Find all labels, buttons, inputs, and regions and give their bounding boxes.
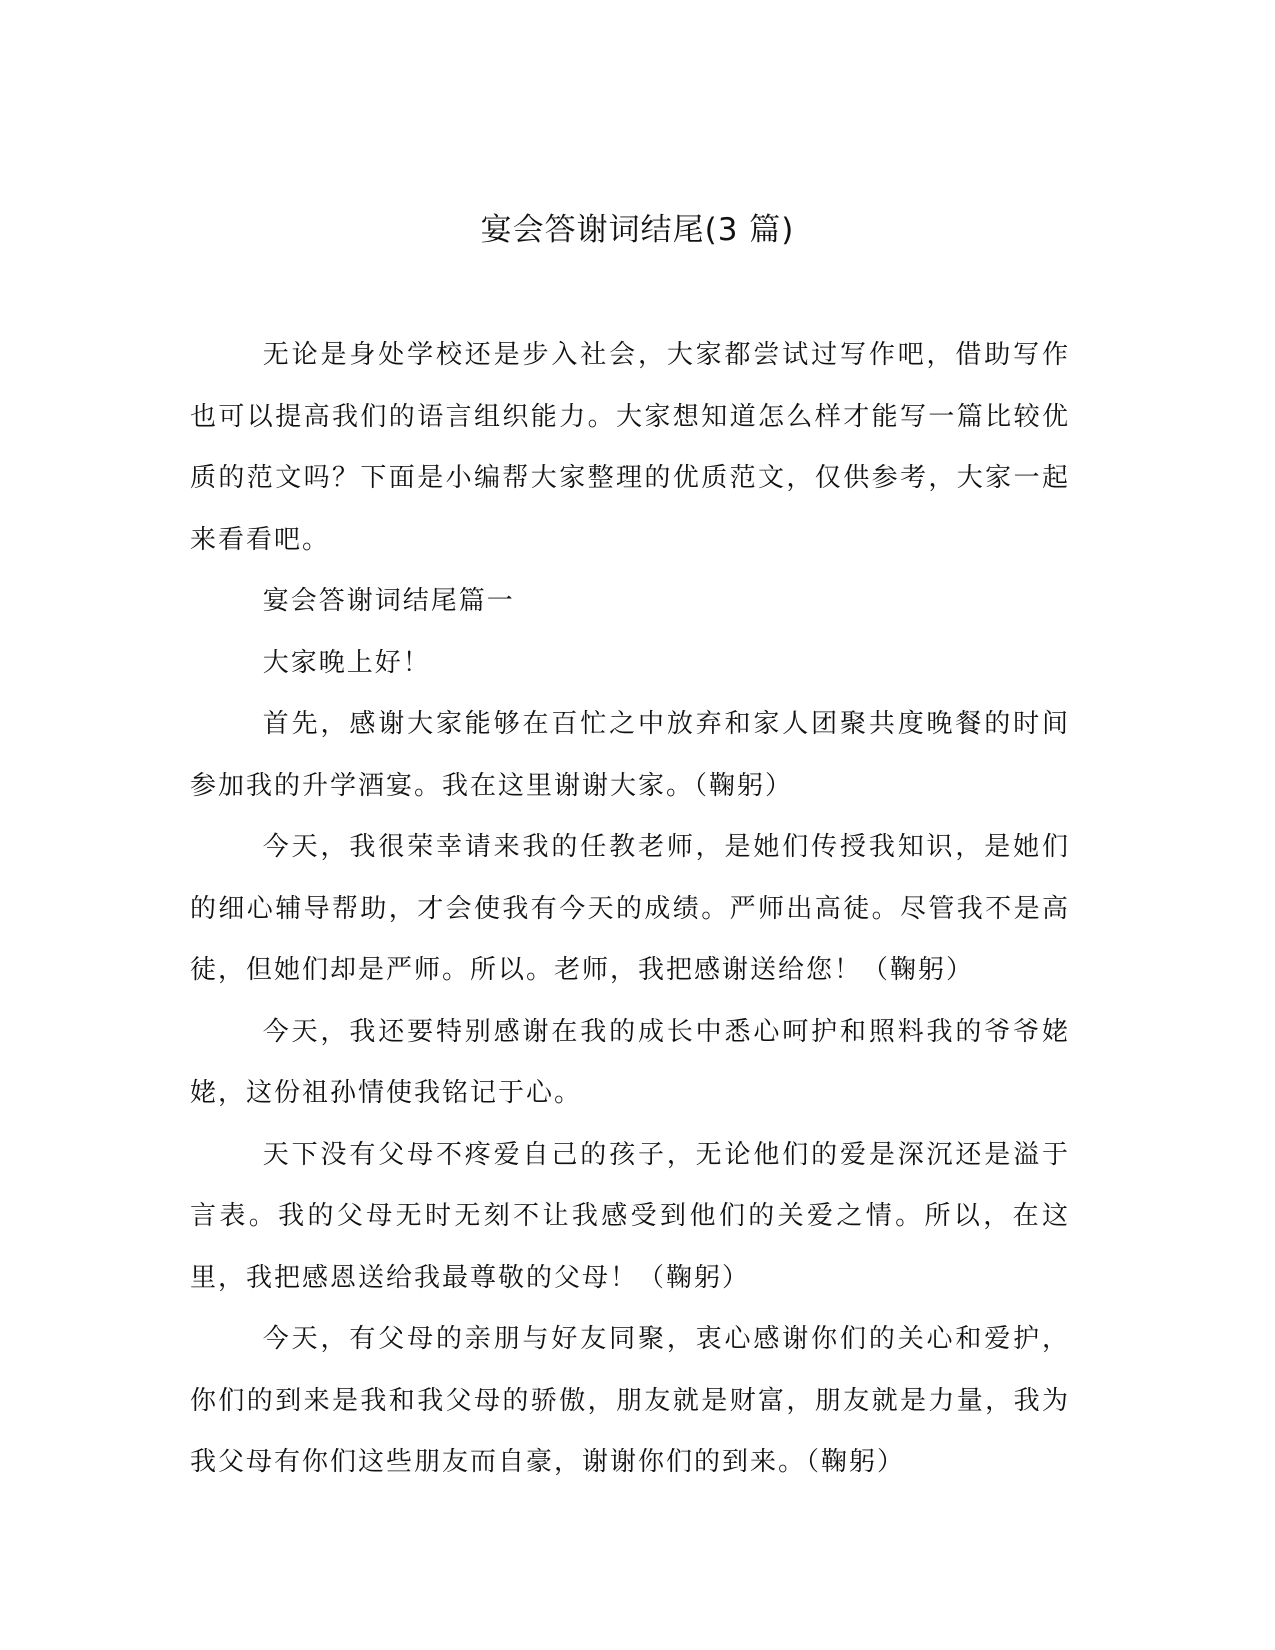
paragraph-thanks-friends: 今天，有父母的亲朋与好友同聚，衷心感谢你们的关心和爱护，你们的到来是我和我父母的骄傲，朋友就是财富，朋友就是力量，我为我父母有你们这些朋友而自豪，谢谢你们的到来。（鞠躬） bbox=[190, 1324, 1070, 1477]
paragraph-intro: 无论是身处学校还是步入社会，大家都尝试过写作吧，借助写作也可以提高我们的语言组织能力。大家想知道怎么样才能写一篇比较优质的范文吗？下面是小编帮大家整理的优质范文，仅供参考，大家一起来看看吧。 bbox=[190, 340, 1070, 555]
paragraph-thanks-guests: 首先，感谢大家能够在百忙之中放弃和家人团聚共度晚餐的时间参加我的升学酒宴。我在这里谢谢大家。（鞠躬） bbox=[190, 709, 1070, 801]
paragraph-thanks-parents: 天下没有父母不疼爱自己的孩子，无论他们的爱是深沉还是溢于言表。我的父母无时无刻不让我感受到他们的关爱之情。所以，在这里，我把感恩送给我最尊敬的父母！（鞠躬） bbox=[190, 1139, 1070, 1293]
section-heading: 宴会答谢词结尾篇一 bbox=[262, 586, 515, 616]
paragraph-thanks-teachers: 今天，我很荣幸请来我的任教老师，是她们传授我知识，是她们的细心辅导帮助，才会使我有今天的成绩。严师出高徒。尽管我不是高徒，但她们却是严师。所以。老师，我把感谢送给您！（鞠躬） bbox=[190, 832, 1070, 985]
document-body bbox=[190, 325, 1070, 1494]
document-title: 宴会答谢词结尾(3 篇) bbox=[480, 212, 795, 248]
paragraph-thanks-grandparents: 今天，我还要特别感谢在我的成长中悉心呵护和照料我的爷爷姥姥，这份祖孙情使我铭记于心。 bbox=[190, 1016, 1070, 1108]
paragraph-greeting: 大家晚上好！ bbox=[262, 647, 431, 678]
